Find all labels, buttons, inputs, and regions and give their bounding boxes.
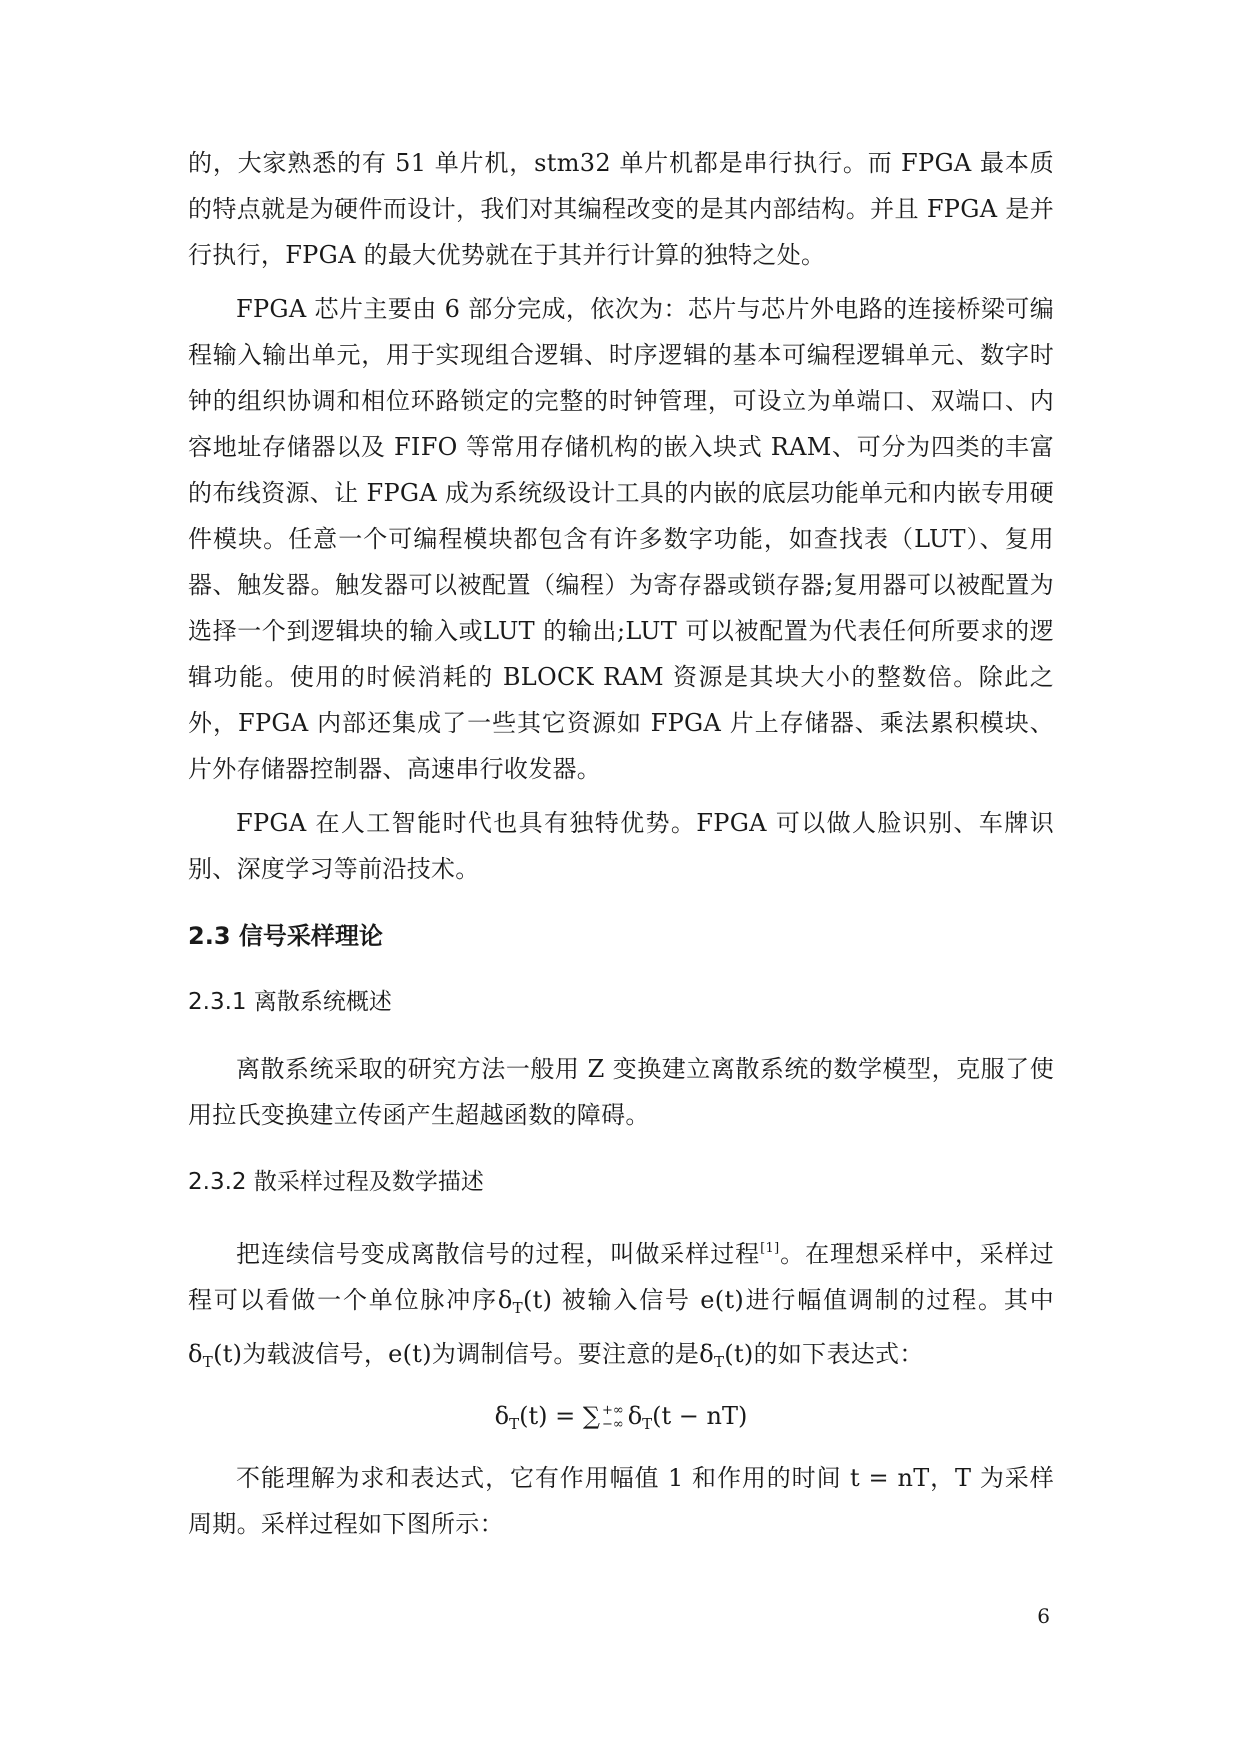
subsection-heading-2-3-1: 2.3.1 离散系统概述: [188, 989, 392, 1015]
math-delta-t: $\delta_T(t)$: [497, 1286, 553, 1317]
page-number: 6: [1037, 1604, 1050, 1628]
paragraph-fpga-intro: 的，大家熟悉的有 51 单片机，stm32 单片机都是串行执行。而 FPGA 最本质的特点就是为硬件而设计，我们对其编程改变的是其内部结构。并且 FPGA 是并行执行，FPGA 的最大优势就在于其并行计算的独特之处。: [188, 149, 1054, 269]
math-delta-t: $\delta_T(t)$: [699, 1340, 754, 1371]
text-segment: 。在理想采样中，采样过程可以看做一个单位脉冲序: [188, 1240, 1054, 1314]
text-segment: 被输入信号 e(t)进行幅值调制的过程。其中: [552, 1286, 1054, 1314]
text-segment: 的如下表达式：: [753, 1340, 924, 1368]
section-heading-2-3: 2.3 信号采样理论: [188, 922, 383, 950]
paragraph-sampling-note: 不能理解为求和表达式，它有作用幅值 1 和作用的时间 t = nT，T 为采样周期。采样过程如下图所示：: [188, 1464, 1054, 1538]
paragraph-fpga-ai: FPGA 在人工智能时代也具有独特优势。FPGA 可以做人脸识别、车牌识别、深度学习等前沿技术。: [188, 809, 1054, 883]
text-segment: 为载波信号，e(t)为调制信号。要注意的是: [242, 1340, 700, 1368]
sum-limits: +∞ −∞: [601, 1402, 624, 1432]
subsection-heading-2-3-2: 2.3.2 散采样过程及数学描述: [188, 1169, 484, 1195]
equation-impulse-train: $\delta_T(t)$ = ∑ +∞ −∞ $\delta_T(t - nT)$: [494, 1402, 748, 1433]
citation-ref[interactable]: [1]: [760, 1241, 780, 1256]
text-segment: 把连续信号变成离散信号的过程，叫做采样过程: [236, 1240, 761, 1268]
paragraph-fpga-structure: FPGA 芯片主要由 6 部分完成，依次为：芯片与芯片外电路的连接桥梁可编程输入输出单元，用于实现组合逻辑、时序逻辑的基本可编程逻辑单元、数字时钟的组织协调和相位环路锁定的完整的时钟管理，可设立为单端口、双端口、内容地址存储器以及 FIFO 等常用存储机构的嵌入块式 RAM、可分为四类的丰富的布线资源、让 FPGA 成为系统级设计工具的内嵌的底层功能单元和内嵌专用硬件模块。任意一个可编程模块都包含有许多数字功能，如查找表（LUT）、复用器、触发器。触发器可以被配置（编程）为寄存器或锁存器;复用器可以被配置为选择一个到逻辑块的输入或LUT 的输出;LUT 可以被配置为代表任何所要求的逻辑功能。使用的时候消耗的 BLOCK RAM 资源是其块大小的整数倍。除此之外，FPGA 内部还集成了一些其它资源如 FPGA 片上存储器、乘法累积模块、片外存储器控制器、高速串行收发器。: [188, 295, 1054, 783]
paragraph-discrete-system: 离散系统采取的研究方法一般用 Z 变换建立离散系统的数学模型，克服了使用拉氏变换建立传函产生超越函数的障碍。: [188, 1055, 1054, 1129]
paragraph-sampling-process: [188, 1226, 1054, 1385]
document-page: [188, 140, 1054, 1547]
math-delta-t: $\delta_T(t)$: [188, 1340, 243, 1371]
